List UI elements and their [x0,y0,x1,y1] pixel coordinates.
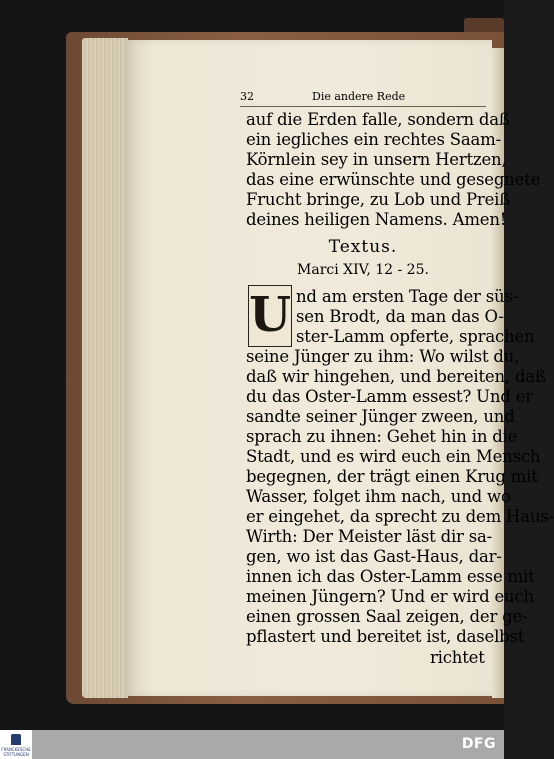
text-line: ein iegliches ein rechtes Saam- [246,130,501,149]
dfg-logo[interactable]: DFG [461,736,496,752]
text-line: ster-Lamm opferte, sprachen [296,327,535,346]
text-line: begegnen, der trägt einen Krug mit [246,467,538,486]
text-line: Wirth: Der Meister läst dir sa- [246,527,493,546]
text-line: einen grossen Saal zeigen, der ge- [246,607,528,626]
text-line: das eine erwünschte und gesegnete [246,170,541,189]
text-line: innen ich das Oster-Lamm esse mit [246,567,535,586]
text-line: meinen Jüngern? Und er wird euch [246,587,534,606]
text-line: daß wir hingehen, und bereiten, daß [246,367,546,386]
catchword: richtet [430,648,485,667]
logo-text: FRANCKESCHE STIFTUNGEN [1,747,31,757]
text-line: Wasser, folget ihm nach, und wo [246,487,511,506]
page-edges [82,38,128,698]
text-line: sprach zu ihnen: Gehet hin in die [246,427,518,446]
text-line: er eingehet, da sprecht zu dem Haus- [246,507,554,526]
scripture-reference: Marci XIV, 12 - 25. [297,262,429,278]
text-line: sandte seiner Jünger zween, und [246,407,515,426]
text-line: du das Oster-Lamm essest? Und er [246,387,533,406]
text-line: gen, wo ist das Gast-Haus, dar- [246,547,502,566]
text-line: seine Jünger zu ihm: Wo wilst du, [246,347,520,366]
text-line: Stadt, und es wird euch ein Mensch [246,447,541,466]
running-head-title: Die andere Rede [312,90,406,103]
page-number: 32 [240,90,254,103]
running-head [240,90,486,107]
viewer-footer [0,730,504,759]
text-line: sen Brodt, da man das O- [296,307,504,326]
text-line: auf die Erden falle, sondern daß [246,110,510,129]
institution-logo[interactable] [0,730,32,759]
text-line: nd am ersten Tage der süs- [296,287,519,306]
logo-building-icon [11,734,21,745]
decorated-initial: U [248,285,292,347]
text-line: deines heiligen Namens. Amen! [246,210,507,229]
section-heading: Textus. [328,237,398,257]
text-line: pflastert und bereitet ist, daselbst [246,627,525,646]
text-line: Frucht bringe, zu Lob und Preiß [246,190,511,209]
text-line: Körnlein sey in unsern Hertzen, [246,150,507,169]
